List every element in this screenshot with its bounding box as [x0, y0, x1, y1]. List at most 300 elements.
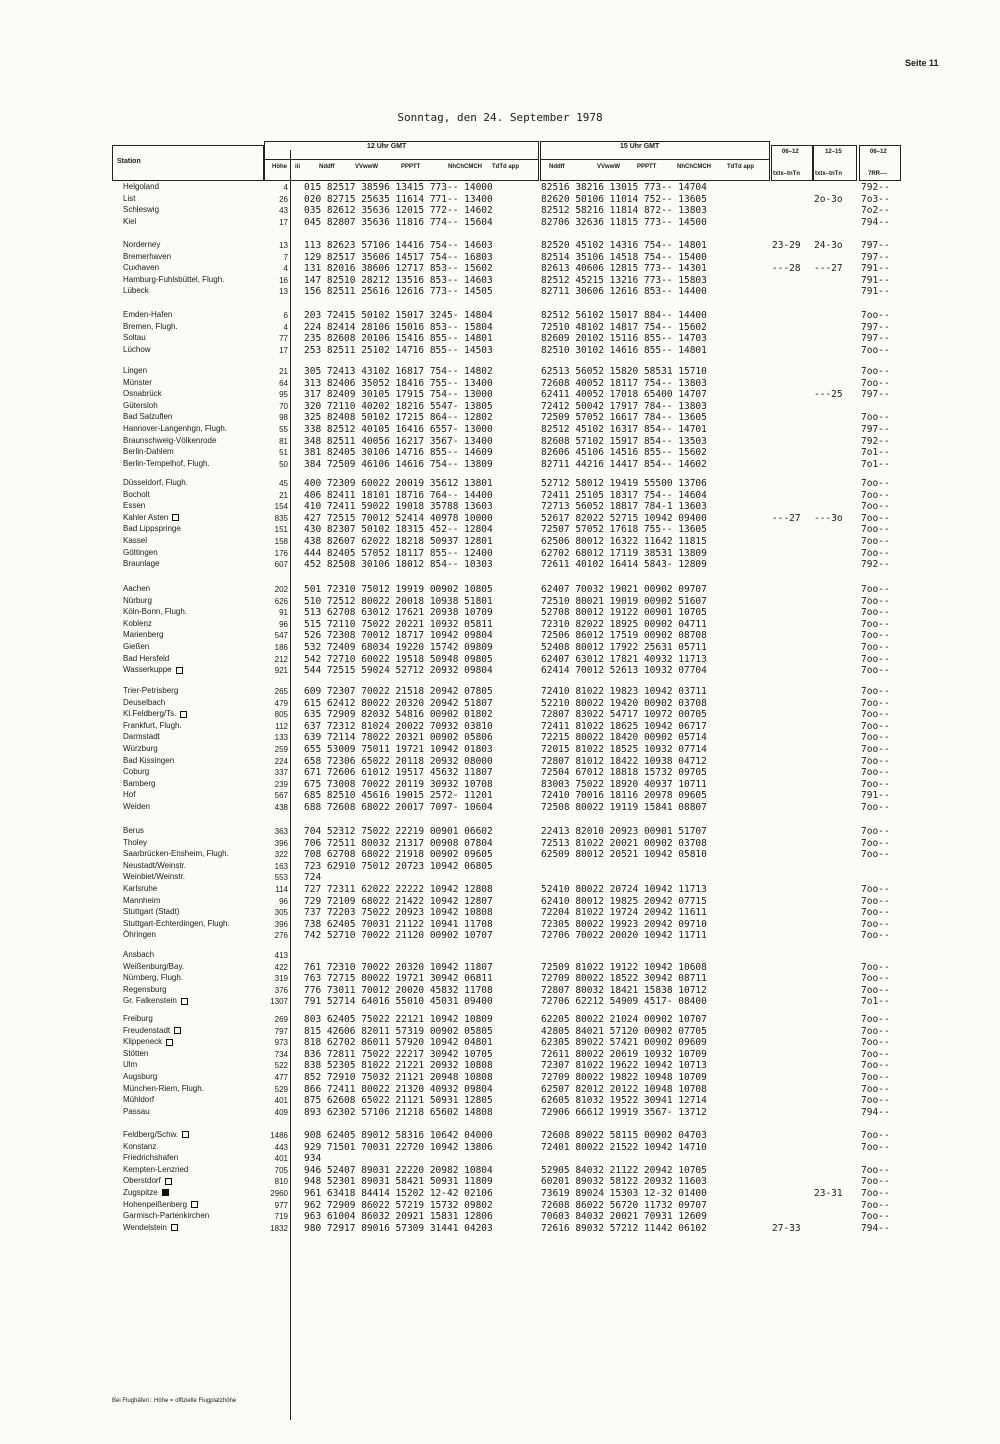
table-row: [0, 1176, 1000, 1188]
station-name-cell: [123, 721, 182, 730]
precip-06-12: 7oo--: [861, 826, 890, 837]
obs-12utc: 818 62702 86011 57920 10942 04801: [304, 1037, 493, 1049]
table-row: [0, 1200, 1000, 1212]
table-row: [0, 1084, 1000, 1096]
station-height: 553: [274, 873, 288, 883]
station-name-cell: [123, 930, 156, 939]
precip-06-12: 7oo--: [861, 1060, 890, 1072]
station-name: Saarbrücken-Ensheim, Flugh.: [123, 849, 229, 859]
obs-12utc: 400 72309 60022 20019 35612 13801: [304, 478, 493, 489]
obs-12utc: 671 72606 61012 19517 45632 11807: [304, 767, 493, 779]
obs-15utc: 72401 80022 21522 10942 14710: [541, 1141, 707, 1153]
obs-15utc: 52210 80022 19420 00902 03708: [541, 697, 707, 709]
table-row: [0, 1060, 1000, 1072]
precip-06-12: 7oo--: [861, 1037, 890, 1049]
obs-15utc: 62702 68012 17119 38531 13809: [541, 547, 707, 559]
station-name: Nürburg: [123, 595, 152, 605]
station-name-cell: [123, 333, 146, 342]
station-name: Stuttgart (Stadt): [123, 907, 180, 917]
obs-12utc: 113 82623 57106 14416 754-- 14603: [304, 240, 493, 251]
table-row: [0, 790, 1000, 802]
obs-12utc: 635 72909 82032 54816 00902 01802: [304, 709, 493, 721]
station-name: Hof: [123, 790, 136, 800]
table-row: [0, 1223, 1000, 1235]
station-name: Lingen: [123, 366, 148, 375]
obs-12utc: 866 72411 80022 21320 40932 09804: [304, 1083, 493, 1095]
precip-06-12: 7o1--: [861, 996, 890, 1008]
precip-06-12: 7oo--: [861, 512, 890, 524]
precip-06-12: 7oo--: [861, 1141, 890, 1153]
obs-12utc: 444 82405 57052 18117 855-- 12400: [304, 547, 493, 559]
station-name: Münster: [123, 377, 152, 387]
station-name-cell: [123, 194, 135, 203]
table-row: [0, 322, 1000, 334]
precip-06-12: 7o1--: [861, 447, 890, 459]
header-station: Station: [117, 158, 141, 165]
obs-15utc: 72608 86022 56720 11732 09707: [541, 1199, 707, 1211]
obs-12utc: 875 62608 65022 21121 50931 12805: [304, 1095, 493, 1107]
station-height: 479: [274, 698, 288, 708]
obs-12utc: 723 62910 75012 20723 10942 06805: [304, 860, 493, 872]
station-name: Gießen: [123, 642, 150, 651]
station-name: Hohenpeißenberg: [123, 1199, 188, 1209]
station-name: Marienberg: [123, 630, 164, 640]
station-height: 376: [274, 985, 288, 995]
obs-15utc: 72509 57052 16617 784-- 13605: [541, 412, 707, 424]
station-name: Augsburg: [123, 1072, 158, 1081]
obs-15utc: 22413 82010 20923 00901 51707: [541, 826, 707, 837]
station-height: 64: [279, 378, 288, 388]
obs-15utc: 72310 82022 18925 00902 04711: [541, 618, 707, 630]
station-height: 239: [274, 779, 288, 789]
obs-15utc: 72411 25105 18317 754-- 14604: [541, 489, 707, 501]
obs-12utc: 706 72511 80032 21317 00908 07804: [304, 837, 493, 849]
obs-15utc: 72709 80022 18522 30942 08711: [541, 973, 707, 985]
station-name-cell: [123, 182, 159, 191]
station-name: Bad Kissingen: [123, 755, 175, 765]
table-row: [0, 767, 1000, 779]
station-name-cell: [123, 548, 158, 557]
obs-12utc: 253 82511 25102 14716 855-- 14503: [304, 344, 493, 356]
obs-12utc: 035 82612 35636 12015 772-- 14602: [304, 205, 493, 217]
table-row: [0, 1026, 1000, 1038]
obs-12utc: 313 82406 35052 18416 755-- 13400: [304, 377, 493, 389]
obs-15utc: 73619 89024 15303 12-32 01400: [541, 1188, 707, 1199]
obs-15utc: 52410 80022 20724 10942 11713: [541, 884, 707, 895]
station-name-cell: [123, 1211, 209, 1220]
station-height: 409: [274, 1107, 288, 1117]
station-name-cell: [123, 310, 172, 319]
precip-06-12: 7oo--: [861, 653, 890, 665]
obs-12utc: 724: [304, 872, 322, 884]
table-row: [0, 838, 1000, 850]
precip-06-12: 7oo--: [861, 984, 890, 996]
station-height: 363: [274, 827, 288, 836]
table-row: [0, 217, 1000, 229]
obs-12utc: 838 52305 81022 21221 20932 10808: [304, 1060, 493, 1072]
obs-15utc: 72616 89032 57212 11442 06102: [541, 1222, 707, 1234]
station-name: Osnabrück: [123, 389, 162, 399]
station-name: Passau: [123, 1106, 150, 1116]
precip-06-12: 7oo--: [861, 595, 890, 607]
obs-15utc: 72410 81022 19823 10942 03711: [541, 686, 707, 697]
precip-06-12: 794--: [861, 1222, 890, 1234]
temp-range-06-12: ---27: [772, 512, 801, 524]
table-row: [0, 896, 1000, 908]
table-row: [0, 1072, 1000, 1084]
precip-06-12: 7oo--: [861, 478, 890, 489]
station-name-cell: [123, 322, 178, 331]
obs-12utc: 526 72308 70012 18717 10942 09804: [304, 630, 493, 642]
precip-06-12: 7oo--: [861, 755, 890, 767]
station-name: Gütersloh: [123, 400, 158, 410]
obs-12utc: 658 72306 65022 20118 20932 08000: [304, 755, 493, 767]
obs-15utc: 72305 80022 19923 20942 09710: [541, 918, 707, 930]
precip-06-12: 7oo--: [861, 584, 890, 595]
table-row: [0, 698, 1000, 710]
obs-12utc: 852 72910 75032 21121 20948 10808: [304, 1072, 493, 1083]
station-name-cell: [123, 252, 171, 261]
precip-06-12: 7oo--: [861, 524, 890, 536]
station-name: Köln-Bonn, Flugh.: [123, 607, 188, 617]
table-row: [0, 240, 1000, 252]
station-name-cell: [123, 490, 150, 499]
station-height: 973: [274, 1038, 288, 1048]
station-name: Koblenz: [123, 618, 152, 628]
obs-15utc: 62205 80022 21024 00902 10707: [541, 1014, 707, 1025]
header-12-col-1: Nddff: [319, 164, 335, 170]
precip-06-12: 794--: [861, 216, 890, 228]
precip-06-12: 7oo--: [861, 709, 890, 721]
precip-06-12: 7o2--: [861, 205, 890, 217]
table-row: [0, 996, 1000, 1008]
station-height: 2960: [270, 1189, 288, 1198]
station-height: 114: [275, 885, 288, 894]
table-row: [0, 930, 1000, 942]
station-name: Garmisch-Partenkirchen: [123, 1211, 210, 1221]
obs-12utc: 893 62302 57106 21218 65602 14808: [304, 1106, 493, 1118]
station-name: Kahler Asten: [123, 512, 169, 522]
table-row: [0, 607, 1000, 619]
table-row: [0, 286, 1000, 298]
obs-12utc: 738 62405 70031 21122 10941 11708: [304, 918, 493, 930]
obs-12utc: 203 72415 50102 15017 3245- 14804: [304, 310, 493, 321]
station-height: 337: [274, 768, 288, 778]
station-name: Bad Hersfeld: [123, 653, 170, 663]
table-row: [0, 378, 1000, 390]
station-name: Hamburg-Fuhlsbüttel, Flugh.: [123, 274, 225, 284]
station-name: Stötten: [123, 1048, 149, 1058]
table-row: [0, 478, 1000, 490]
station-height: 401: [274, 1154, 288, 1164]
obs-15utc: 82609 20102 15116 855-- 14703: [541, 333, 707, 345]
precip-06-12: 7oo--: [861, 930, 890, 942]
precip-06-12: 7oo--: [861, 377, 890, 389]
precip-06-12: 797--: [861, 424, 890, 435]
precip-06-12: 792--: [861, 559, 890, 571]
table-row: [0, 1107, 1000, 1119]
station-name: Mühldorf: [123, 1095, 155, 1105]
station-height: 133: [274, 733, 288, 743]
table-row: [0, 205, 1000, 217]
station-height: 276: [274, 931, 288, 941]
station-name-cell: [123, 240, 160, 249]
table-row: [0, 1014, 1000, 1026]
station-name: Weinbiet/Weinstr.: [123, 872, 185, 882]
station-name: Bad Salzuflen: [123, 412, 173, 422]
precip-06-12: 792--: [861, 182, 890, 193]
station-name: Bad Lippspringe: [123, 524, 181, 534]
station-name: Kassel: [123, 536, 148, 545]
table-row: [0, 861, 1000, 873]
precip-06-12: 7oo--: [861, 973, 890, 985]
precip-06-12: 7oo--: [861, 547, 890, 559]
precip-06-12: 7oo--: [861, 1083, 890, 1095]
station-height: 17: [279, 217, 288, 227]
table-row: [0, 490, 1000, 502]
station-name: München-Riem, Flugh.: [123, 1083, 204, 1093]
precip-06-12: 7o3--: [861, 193, 890, 205]
station-height: 51: [279, 448, 288, 458]
station-height: 77: [279, 334, 288, 344]
station-height: 7: [283, 252, 288, 262]
obs-15utc: 72709 80022 19822 10948 10709: [541, 1072, 707, 1083]
square-icon: [172, 514, 179, 521]
station-name-cell: [123, 907, 179, 916]
temp-range-06-12: 23-29: [772, 240, 801, 251]
header-sub-c: 7RR––: [868, 171, 887, 177]
station-name-cell: [123, 744, 158, 753]
table-row: [0, 721, 1000, 733]
station-height: 396: [274, 919, 288, 929]
precip-06-12: 791--: [861, 274, 890, 286]
header-iii: iii: [295, 164, 301, 170]
station-name: Kiel: [123, 216, 137, 226]
obs-12utc: 147 82510 28212 13516 853-- 14603: [304, 274, 493, 286]
obs-12utc: 501 72310 75012 19919 00902 10805: [304, 584, 493, 595]
square-icon: [182, 1131, 189, 1138]
obs-15utc: 72412 50042 17917 784-- 13803: [541, 400, 707, 412]
table-row: [0, 1188, 1000, 1200]
station-name-cell: [123, 378, 152, 387]
station-name: Emden-Hafen: [123, 310, 173, 319]
obs-12utc: 962 72909 86022 57219 15732 09802: [304, 1199, 493, 1211]
precip-06-12: 7oo--: [861, 665, 890, 677]
station-name-cell: [123, 524, 181, 533]
obs-15utc: 72807 83022 54717 10972 00705: [541, 709, 707, 721]
station-name-cell: [123, 513, 179, 522]
obs-15utc: 62411 40052 17018 65400 14707: [541, 389, 707, 401]
obs-15utc: 82711 30606 12616 853-- 14400: [541, 286, 707, 298]
station-name: Soltau: [123, 333, 146, 343]
station-name: Cuxhaven: [123, 263, 160, 273]
station-name: Freiburg: [123, 1014, 153, 1023]
table-row: [0, 1037, 1000, 1049]
temp-range-06-12: 27-33: [772, 1222, 801, 1234]
station-name: Nürnberg, Flugh.: [123, 973, 184, 983]
station-name-cell: [123, 205, 159, 214]
precip-06-12: 7oo--: [861, 849, 890, 861]
station-name-cell: [123, 1072, 157, 1081]
table-row: [0, 654, 1000, 666]
station-height: 13: [279, 287, 288, 297]
obs-15utc: 72510 48102 14817 754-- 15602: [541, 321, 707, 333]
station-name: Karlsruhe: [123, 884, 158, 893]
obs-12utc: 708 62708 68022 21918 00902 09605: [304, 849, 493, 861]
station-name-cell: [123, 950, 154, 959]
table-row: [0, 275, 1000, 287]
station-name-cell: [123, 1049, 148, 1058]
obs-12utc: 320 72110 40202 18216 5547- 13805: [304, 400, 493, 412]
precip-06-12: 7oo--: [861, 961, 890, 973]
obs-12utc: 729 72109 68022 21422 10942 12807: [304, 895, 493, 907]
station-height: 17: [279, 345, 288, 355]
station-name: Lübeck: [123, 286, 149, 296]
precip-06-12: 791--: [861, 263, 890, 275]
obs-12utc: 015 82517 38596 13415 773-- 14000: [304, 182, 493, 193]
table-row: [0, 619, 1000, 631]
obs-15utc: 62414 70012 52613 10932 07704: [541, 665, 707, 677]
temp-range-12-15: ---3o: [814, 512, 843, 524]
station-name: Ansbach: [123, 950, 155, 959]
obs-12utc: 836 72811 75022 22217 30942 10705: [304, 1048, 493, 1060]
precip-06-12: 7oo--: [861, 1072, 890, 1083]
obs-12utc: 510 72512 80022 20018 10938 51801: [304, 595, 493, 607]
table-row: [0, 447, 1000, 459]
station-name: Braunschweig-Völkenrode: [123, 435, 217, 445]
station-name-cell: [123, 275, 224, 284]
table-row: [0, 263, 1000, 275]
precip-06-12: 7oo--: [861, 686, 890, 697]
obs-15utc: 62507 82012 20122 10948 10708: [541, 1083, 707, 1095]
station-height: 322: [274, 850, 288, 860]
obs-12utc: 129 82517 35606 14517 754-- 16803: [304, 251, 493, 263]
header-12-col-4: NhChCMCH: [448, 164, 482, 170]
station-height: 1486: [270, 1131, 288, 1140]
precip-06-12: 7oo--: [861, 607, 890, 619]
square-icon: [165, 1178, 172, 1185]
station-name-cell: [123, 826, 144, 835]
station-height: 45: [279, 479, 288, 488]
station-height: 626: [274, 596, 288, 606]
station-height: 224: [274, 756, 288, 766]
precip-06-12: 797--: [861, 240, 890, 251]
obs-12utc: 655 53009 75011 19721 10942 01803: [304, 744, 493, 755]
table-row: [0, 1049, 1000, 1061]
station-height: 797: [274, 1026, 288, 1036]
obs-12utc: 963 61004 86032 20921 15831 12806: [304, 1211, 493, 1223]
precip-06-12: 797--: [861, 251, 890, 263]
station-height: 305: [274, 908, 288, 918]
station-name-cell: [123, 665, 183, 674]
obs-12utc: 452 82508 30106 18012 854-- 10303: [304, 559, 493, 571]
obs-15utc: 62407 63012 17821 40932 11713: [541, 653, 707, 665]
obs-12utc: 791 52714 64016 55010 45031 09400: [304, 996, 493, 1008]
station-name-cell: [123, 1107, 150, 1116]
table-row: [0, 642, 1000, 654]
station-name: Zugspitze: [123, 1188, 158, 1197]
station-name: Schleswig: [123, 205, 160, 215]
obs-12utc: 224 82414 28106 15016 853-- 15804: [304, 321, 493, 333]
station-name-cell: [123, 217, 136, 226]
station-height: 16: [279, 275, 288, 285]
obs-15utc: 62506 80012 16322 11642 11815: [541, 536, 707, 547]
header-15-col-3: PPPTT: [637, 164, 657, 170]
station-name: Neustadt/Weinstr.: [123, 860, 186, 870]
station-height: 21: [279, 490, 288, 500]
table-row: [0, 709, 1000, 721]
header-15-row: [540, 159, 770, 181]
obs-12utc: 615 62412 80022 20320 20942 51807: [304, 697, 493, 709]
obs-12utc: 438 82607 62022 18218 50937 12801: [304, 536, 493, 547]
obs-12utc: 929 71501 70031 22720 10942 13806: [304, 1141, 493, 1153]
square-icon: [174, 1027, 181, 1034]
station-height: 6: [283, 311, 288, 320]
obs-15utc: 72215 80022 18420 00902 05714: [541, 732, 707, 744]
station-height: 95: [279, 390, 288, 400]
obs-12utc: 639 72114 78022 20321 00902 05806: [304, 732, 493, 744]
temp-range-12-15: 23-31: [814, 1188, 843, 1199]
table-row: [0, 756, 1000, 768]
obs-15utc: 72608 89022 58115 00902 04703: [541, 1130, 707, 1141]
table-row: [0, 732, 1000, 744]
obs-15utc: 52617 82022 52715 10942 09400: [541, 512, 707, 524]
obs-15utc: 72204 81022 19724 20942 11611: [541, 907, 707, 919]
precip-06-12: 7oo--: [861, 697, 890, 709]
precip-06-12: 7oo--: [861, 778, 890, 790]
station-name-cell: [123, 732, 160, 741]
station-name: Coburg: [123, 767, 150, 777]
obs-15utc: 82512 58216 11814 872-- 13803: [541, 205, 707, 217]
obs-15utc: 72411 81022 18625 10942 06717: [541, 720, 707, 732]
table-row: [0, 1153, 1000, 1165]
station-name-cell: [123, 767, 149, 776]
obs-15utc: 72706 62212 54909 4517- 08400: [541, 996, 707, 1008]
precip-06-12: 7oo--: [861, 412, 890, 424]
station-name: List: [123, 193, 136, 203]
obs-12utc: 961 63418 84414 15202 12-42 02106: [304, 1188, 493, 1199]
obs-12utc: 235 82608 20106 15416 855-- 14801: [304, 333, 493, 345]
station-height: 112: [275, 721, 288, 731]
precip-06-12: 797--: [861, 333, 890, 345]
table-row: [0, 584, 1000, 596]
station-height: 1307: [270, 997, 288, 1007]
station-name: Göttingen: [123, 547, 158, 557]
obs-12utc: 948 52301 89031 58421 50931 11809: [304, 1176, 493, 1188]
station-height: 55: [279, 425, 288, 434]
obs-15utc: 82706 32636 11815 773-- 14500: [541, 216, 707, 228]
table-row: [0, 252, 1000, 264]
obs-15utc: 72307 81022 19622 10942 10713: [541, 1060, 707, 1072]
obs-12utc: 609 72307 70022 21518 20942 07805: [304, 686, 493, 697]
obs-12utc: 980 72917 89016 57309 31441 04203: [304, 1222, 493, 1234]
station-name-cell: [123, 756, 174, 765]
precip-06-12: 7oo--: [861, 1095, 890, 1107]
obs-12utc: 131 82016 38606 12717 853-- 15602: [304, 263, 493, 275]
table-row: [0, 389, 1000, 401]
precip-06-12: 7oo--: [861, 642, 890, 653]
precip-06-12: 7oo--: [861, 1130, 890, 1141]
header-15-col-1: Nddff: [549, 164, 565, 170]
table-row: [0, 973, 1000, 985]
station-height: 805: [274, 710, 288, 720]
station-height: 567: [274, 791, 288, 801]
table-row: [0, 412, 1000, 424]
table-row: [0, 985, 1000, 997]
obs-12utc: 675 73008 70022 20119 30932 10708: [304, 778, 493, 790]
obs-15utc: 82620 50106 11014 752-- 13605: [541, 193, 707, 205]
header-hoehe: Höhe: [272, 164, 287, 170]
